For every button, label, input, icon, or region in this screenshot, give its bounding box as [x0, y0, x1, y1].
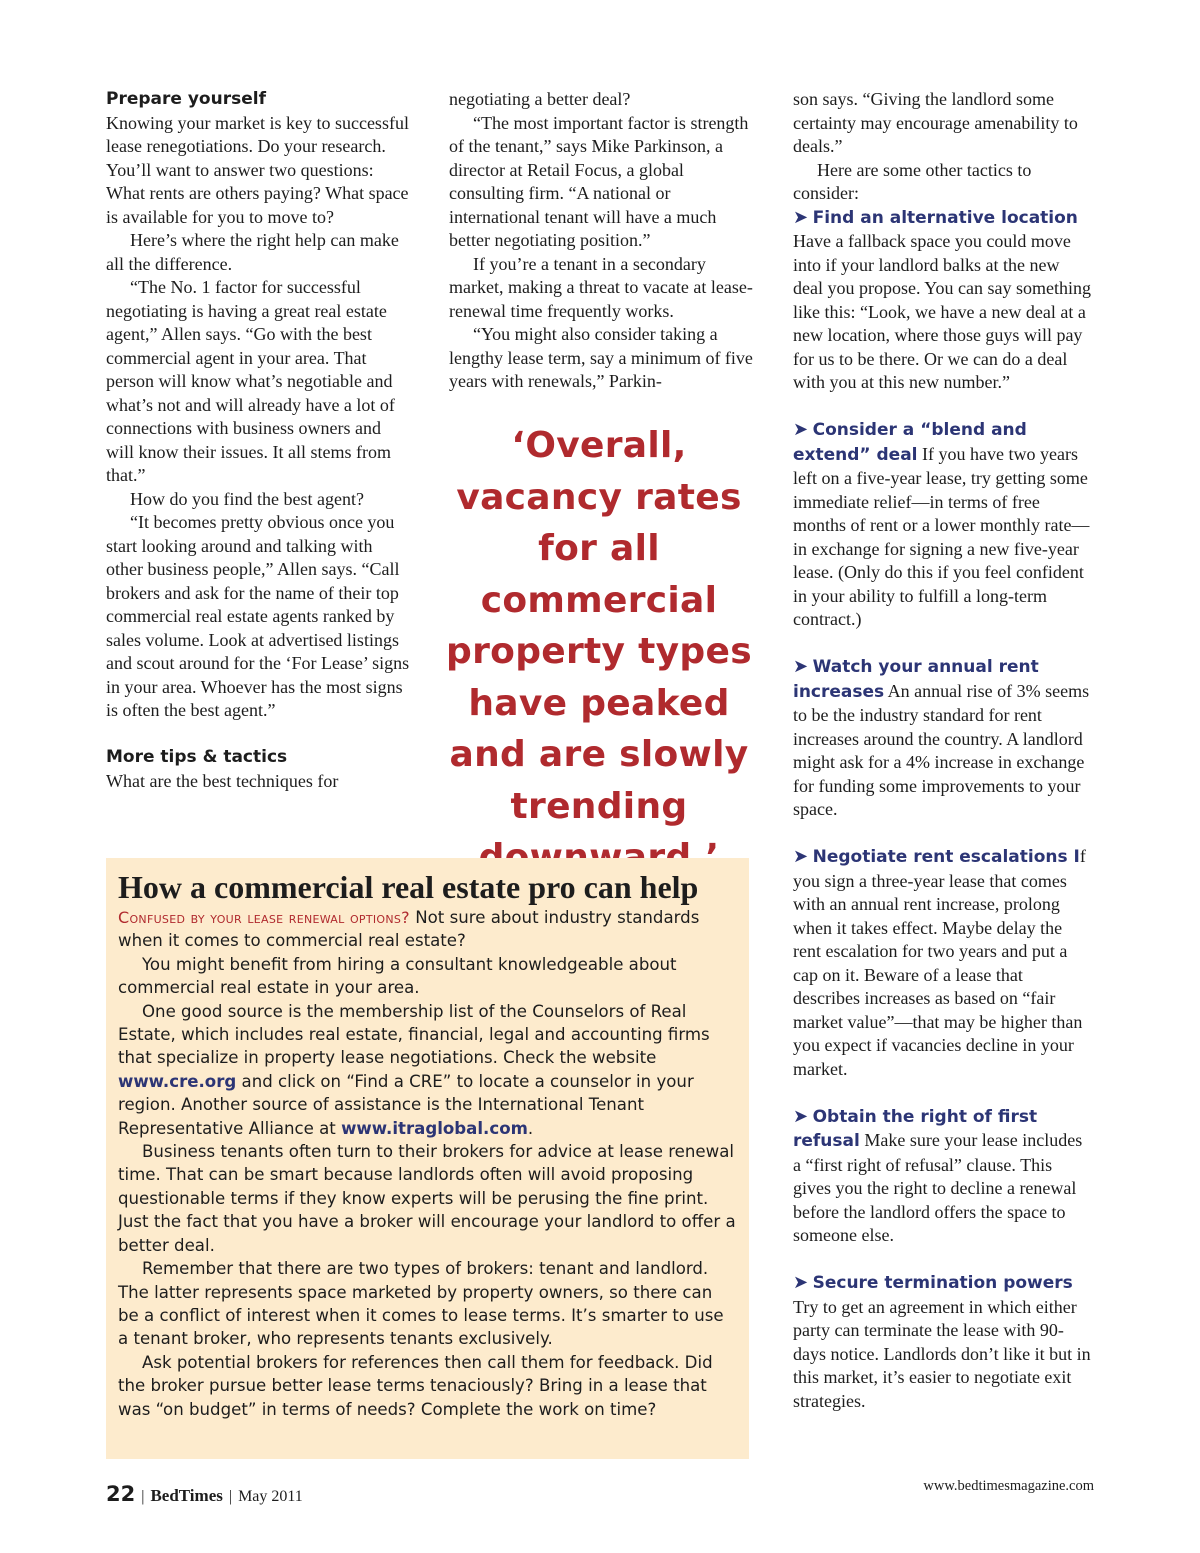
sidebar-paragraph: You might benefit from hiring a consultant knowledgeable about commercial real estate in your area. — [118, 954, 677, 998]
arrow-icon: ➤ — [793, 419, 809, 439]
body-paragraph: Knowing your market is key to successful lease renegotiations. Do your research. You’ll want to answer two questions: What rents are others paying? What space is available for you to move to? — [106, 112, 409, 227]
pull-quote: ‘Overall, vacancy rates for all commercial property types have peaked and are slowly trending — [446, 425, 752, 827]
sidebar-paragraph — [118, 906, 737, 953]
arrow-icon: ➤ — [793, 1272, 809, 1292]
sidebar-paragraph: Business tenants often turn to their brokers for advice at lease renewal time. That can be smart because landlords often will avoid proposing questionable terms if they know experts will be perusing the fine print. Just the fact that you have a broker will encourage your landlord to offer a better deal. — [118, 1142, 736, 1255]
body-paragraph: “It becomes pretty obvious once you start looking around and talking with other business people,” Allen says. “Call brokers and ask for the name of their top commercial real estate agents ranked by sales volume. Look at advertised listings and scout around for the ‘For Lease’ signs in your area. Whoever has the most signs is often the best agent.” — [106, 512, 410, 720]
tactic-title: Negotiate rent escalations I — [812, 847, 1080, 867]
tactic-title: Secure termination powers — [812, 1273, 1073, 1293]
section-heading-more-tips: More tips & tactics — [106, 747, 288, 767]
sidebar-lead-in: Confused by your lease renewal options? — [118, 908, 410, 927]
tactic-body: Have a fallback space you could move into if your landlord balks at the new deal you propose. You can say something like this: “Look, we have a new deal at a new location, where those guys will pay for us to be there. Or we can do a deal with you at this new number.” — [793, 231, 1091, 392]
body-paragraph: How do you find the best agent? — [130, 488, 364, 509]
body-paragraph: negotiating a better deal? — [449, 89, 631, 109]
sidebar-text: and click on “Find a CRE” to locate a counselor in your region. Another source of assistance is the International Tenant Representative Alliance at — [118, 1071, 694, 1138]
tactic-body: If you have two years left on a five-year lease, try getting some immediate relief—in terms of free months of rent or a lower monthly rate—in exchange for signing a new five-year lease. (Only do this if you feel confident in your ability to fulfill a long-term contract.) — [793, 443, 1090, 629]
sidebar-text: Not sure about industry standards when it comes to commercial real estate? — [118, 908, 700, 951]
arrow-icon: ➤ — [793, 656, 809, 676]
footer-separator: | — [228, 1488, 233, 1505]
tactic-annual-rent-increases — [793, 655, 1093, 822]
tactic-first-refusal — [793, 1105, 1093, 1248]
column-1 — [106, 88, 412, 793]
body-paragraph: son says. “Giving the landlord some certainty may encourage amenability to deals.” — [793, 89, 1078, 156]
arrow-icon: ➤ — [793, 846, 809, 866]
sidebar-paragraph: Ask potential brokers for references then call them for feedback. Did the broker pursue better lease terms tenaciously? Bring in a lease that was “on budget” in terms of needs? Complete the work on time? — [118, 1352, 713, 1419]
tactic-title: Find an alternative location — [812, 207, 1078, 228]
body-paragraph: What are the best techniques for — [106, 770, 339, 791]
sidebar-paragraph: Remember that there are two types of brokers: tenant and landlord. The latter represents space marketed by property owners, so there can be a conflict of interest when it comes to lease terms. It’s smarter to use a tenant broker, who represents tenants exclusively. — [118, 1259, 724, 1349]
footer-website: www.bedtimesmagazine.com — [923, 1478, 1094, 1494]
sidebar-title: How a commercial real estate pro can help — [118, 869, 699, 905]
issue-date: May 2011 — [238, 1488, 303, 1505]
section-heading-prepare-yourself: Prepare yourself — [106, 89, 266, 109]
tactic-body: Make sure your lease includes a “first right of refusal” clause. This gives you the right to decline a renewal before the landlord offers the space to someone else. — [793, 1130, 1083, 1245]
body-paragraph: “You might also consider taking a lengthy lease term, say a minimum of five years with renewals,” Parkin- — [449, 324, 753, 391]
body-paragraph: If you’re a tenant in a secondary market, making a threat to vacate at lease-renewal time frequently works. — [449, 253, 753, 321]
tactic-termination-powers — [793, 1271, 1093, 1413]
body-paragraph: Here are some other tactics to consider: — [793, 159, 1032, 203]
link-cre[interactable]: www.cre.org — [118, 1071, 237, 1091]
page-number: 22 — [106, 1482, 136, 1506]
body-paragraph: “The most important factor is strength of the tenant,” says Mike Parkinson, a director at Retail Focus, a global consulting firm. “A national or international tenant will have a much better negotiating position.” — [449, 112, 749, 250]
link-itraglobal[interactable]: www.itraglobal.com — [341, 1118, 528, 1138]
tactic-title: Obtain the right of first refusal — [793, 1106, 1038, 1151]
arrow-icon: ➤ — [793, 1105, 809, 1126]
sidebar-text: One good source is the membership list of the Counselors of Real Estate, which includes real estate, financial, legal and accounting firms that specialize in property lease negotiations. Check the website — [118, 1001, 710, 1068]
body-paragraph: Here’s where the right help can make all the difference. — [106, 230, 399, 274]
column-3 — [793, 88, 1093, 1413]
tactic-title: Watch your annual rent increases — [793, 657, 1039, 702]
sidebar-box — [106, 858, 749, 1459]
tactic-title: Consider a “blend and extend” deal — [793, 420, 1027, 465]
tactic-blend-and-extend — [793, 418, 1093, 632]
tactic-body: f you sign a three-year lease that comes with an annual rent increase, prolong when it takes effect. Maybe delay the rent escalation for two years and put a cap on it. Beware of a lease that describes increases as based on “fair market value”—that may be higher than you expect if vacancies decline in your market. — [793, 846, 1086, 1079]
tactic-body: Try to get an agreement in which either party can terminate the lease with 90-days notice. Landlords don’t like it but in this market, it’s easier to negotiate exit strategies. — [793, 1296, 1091, 1411]
tactic-body: An annual rise of 3% seems to be the industry standard for rent increases around the country. A landlord might ask for a 4% increase in exchange for funding some improvements to your space. — [793, 680, 1090, 819]
page-footer — [106, 1482, 303, 1506]
sidebar-paragraph — [118, 1000, 737, 1140]
tactic-alternative-location — [793, 206, 1093, 395]
sidebar-text: . — [527, 1118, 534, 1138]
column-2 — [449, 88, 755, 394]
footer-separator: | — [141, 1488, 145, 1505]
publication-name: BedTimes — [150, 1486, 223, 1505]
arrow-icon: ➤ — [793, 206, 809, 227]
tactic-rent-escalations — [793, 845, 1093, 1081]
body-paragraph: “The No. 1 factor for successful negotiating is having a great real estate agent,” Allen says. “Go with the best commercial agent in your area. That person will know what’s negotiable and what’s not and will already have a lot of connections with business owners and will know their issues. It all stems from that.” — [106, 277, 395, 485]
